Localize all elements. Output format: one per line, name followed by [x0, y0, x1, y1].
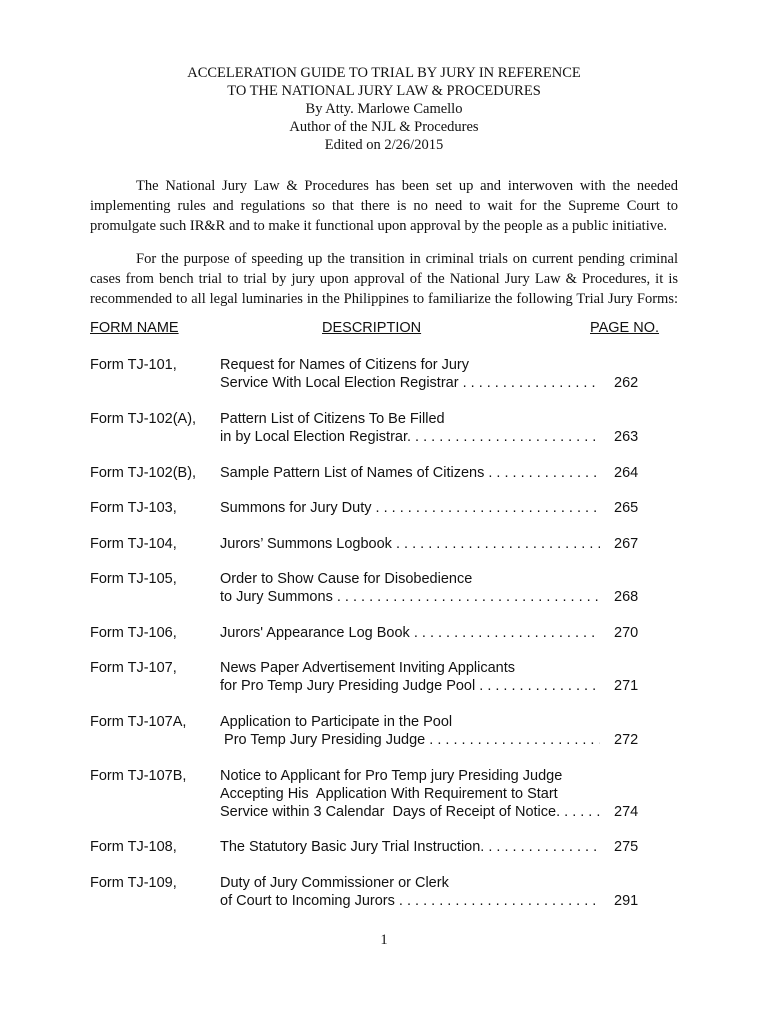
- form-description-line: Summons for Jury Duty . . .: [220, 499, 600, 517]
- form-name: Form TJ-109,: [90, 875, 177, 891]
- title-line-1: ACCELERATION GUIDE TO TRIAL BY JURY IN REFERENCE: [187, 65, 581, 81]
- form-page-number: 268: [614, 589, 639, 605]
- form-name: Form TJ-107A,: [90, 714, 187, 730]
- form-page-number: 271: [614, 678, 639, 694]
- form-description-line: of Court to Incoming Jurors . . .: [220, 892, 600, 910]
- form-page-number: 275: [614, 839, 639, 855]
- form-name: Form TJ-101,: [90, 357, 177, 373]
- form-page-number: 263: [614, 429, 639, 445]
- form-page-number: 267: [614, 536, 639, 552]
- form-description-line: to Jury Summons . . .: [220, 588, 600, 606]
- form-page-number: 270: [614, 625, 639, 641]
- form-description: [220, 838, 600, 856]
- purpose-paragraph: [90, 249, 678, 309]
- column-header-form-name: FORM NAME: [90, 320, 179, 336]
- form-description-line: Pro Temp Jury Presiding Judge . . .: [220, 731, 600, 749]
- form-description-line: Request for Names of Citizens for Jury: [220, 357, 470, 373]
- form-name: Form TJ-102(B),: [90, 465, 197, 481]
- edited-date: Edited on 2/26/2015: [324, 137, 444, 153]
- author-note: Author of the NJL & Procedures: [289, 119, 479, 135]
- form-description-line: News Paper Advertisement Inviting Applicants: [220, 660, 515, 676]
- paragraph-line: The National Jury Law & Procedures has been set up and interwoven with the needed: [136, 178, 678, 194]
- form-description-line: Pattern List of Citizens To Be Filled: [220, 411, 445, 427]
- form-description: [220, 659, 600, 695]
- form-description: [220, 464, 600, 482]
- form-description: [220, 535, 600, 553]
- form-page-number: 265: [614, 500, 639, 516]
- form-description-line: Service within 3 Calendar Days of Receipt of Notice. . . .: [220, 803, 600, 821]
- title-line-2: TO THE NATIONAL JURY LAW & PROCEDURES: [227, 83, 541, 99]
- form-name: Form TJ-108,: [90, 839, 177, 855]
- paragraph-line: For the purpose of speeding up the transition in criminal trials on current pending criminal: [136, 251, 678, 267]
- form-page-number: 262: [614, 375, 639, 391]
- paragraph-line: recommended to all legal luminaries in the Philippines to familiarize the following Trial Jury Forms:: [90, 291, 678, 307]
- form-name: Form TJ-105,: [90, 571, 177, 587]
- document-title-block: [0, 64, 768, 154]
- form-description-line: Application to Participate in the Pool: [220, 714, 453, 730]
- form-description-line: in by Local Election Registrar. . . .: [220, 428, 600, 446]
- paragraph-line: cases from bench trial to trial by jury upon approval of the National Jury Law & Procedures, it is: [90, 271, 678, 287]
- paragraph-line: implementing rules and regulations so that there is no need to wait for the Supreme Court to: [90, 198, 678, 214]
- form-description: [220, 624, 600, 642]
- form-description: [220, 713, 600, 749]
- form-page-number: 272: [614, 732, 639, 748]
- form-page-number: 274: [614, 804, 639, 820]
- form-name: Form TJ-104,: [90, 536, 177, 552]
- form-name: Form TJ-106,: [90, 625, 177, 641]
- form-page-number: 291: [614, 893, 639, 909]
- page-number: 1: [380, 932, 388, 948]
- form-description-line: Duty of Jury Commissioner or Clerk: [220, 875, 449, 891]
- form-description-line: Order to Show Cause for Disobedience: [220, 571, 473, 587]
- form-description: [220, 356, 600, 392]
- byline: By Atty. Marlowe Camello: [305, 101, 463, 117]
- form-page-number: 264: [614, 465, 639, 481]
- column-header-description: DESCRIPTION: [322, 320, 422, 336]
- form-description-line: The Statutory Basic Jury Trial Instruction. . . .: [220, 838, 600, 856]
- form-description-line: Accepting His Application With Requirement to Start: [220, 786, 558, 802]
- form-description: [220, 499, 600, 517]
- form-description-line: for Pro Temp Jury Presiding Judge Pool . . .: [220, 677, 600, 695]
- form-name: Form TJ-102(A),: [90, 411, 197, 427]
- form-description: [220, 874, 600, 910]
- form-name: Form TJ-103,: [90, 500, 177, 516]
- form-description-line: Service With Local Election Registrar . . .: [220, 374, 600, 392]
- form-description: [220, 570, 600, 606]
- column-header-page-no: PAGE NO.: [590, 320, 660, 336]
- form-name: Form TJ-107,: [90, 660, 177, 676]
- intro-paragraph: [90, 176, 678, 236]
- form-description: [220, 767, 600, 821]
- form-name: Form TJ-107B,: [90, 768, 187, 784]
- form-description-line: Jurors' Appearance Log Book . . .: [220, 624, 600, 642]
- form-description-line: Notice to Applicant for Pro Temp jury Presiding Judge: [220, 768, 563, 784]
- paragraph-line: promulgate such IR&R and to make it functional upon approval by the people as a public initiative.: [90, 218, 668, 234]
- form-description-line: Jurors’ Summons Logbook . . .: [220, 535, 600, 553]
- form-description: [220, 410, 600, 446]
- form-description-line: Sample Pattern List of Names of Citizens . . .: [220, 464, 600, 482]
